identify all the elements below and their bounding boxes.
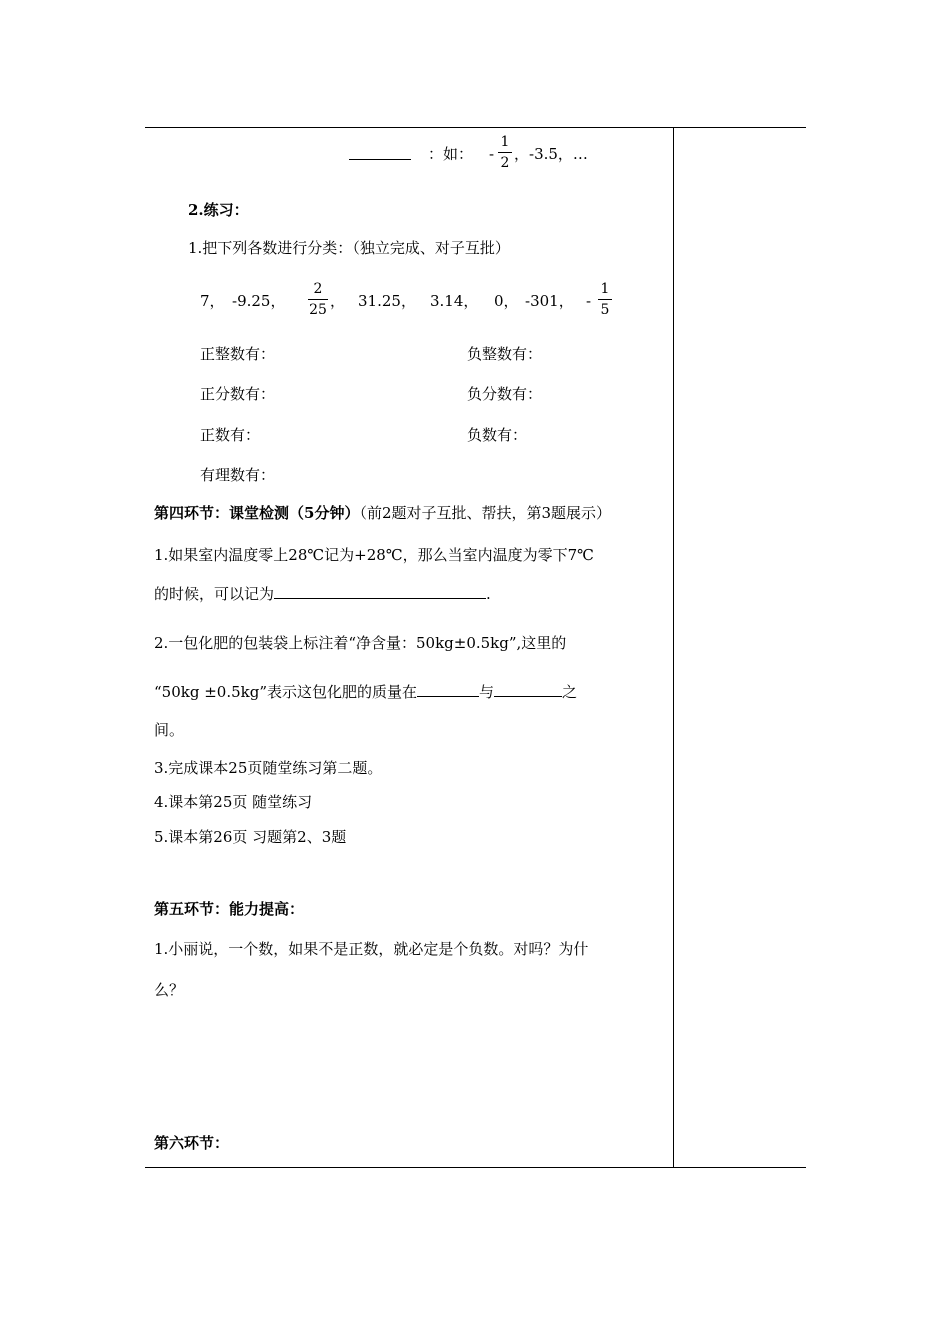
answer-blank bbox=[494, 682, 562, 697]
table-column-divider bbox=[673, 127, 674, 1168]
section-4-q2-and: 与 bbox=[479, 683, 495, 701]
table-bottom-border bbox=[145, 1167, 806, 1168]
label-positive-fractions: 正分数有： bbox=[200, 385, 276, 403]
fraction-numerator: 2 bbox=[313, 281, 323, 297]
fraction-denominator: 2 bbox=[500, 155, 510, 171]
example-rest: ，-3.5，… bbox=[514, 145, 588, 163]
negative-sign: - bbox=[489, 145, 495, 163]
comma: ， bbox=[330, 292, 346, 310]
fraction-bar bbox=[308, 299, 328, 300]
fraction-two-twentyfifths bbox=[308, 281, 328, 318]
number-3-14: 3.14， bbox=[430, 292, 479, 310]
table-top-border bbox=[145, 127, 806, 128]
fraction-bar bbox=[598, 299, 612, 300]
answer-blank bbox=[417, 682, 479, 697]
fraction-numerator: 1 bbox=[600, 281, 610, 297]
fraction-denominator: 5 bbox=[600, 302, 610, 318]
section-4-q4: 4.课本第25页 随堂练习 bbox=[154, 793, 313, 811]
label-positive-numbers: 正数有： bbox=[200, 426, 261, 444]
section-5-q1-line2: 么？ bbox=[154, 981, 185, 999]
fraction-denominator: 25 bbox=[309, 302, 327, 318]
number-0: 0， bbox=[494, 292, 519, 310]
number-neg-9-25: -9.25， bbox=[232, 292, 286, 310]
practice-heading: 2.练习： bbox=[188, 201, 249, 219]
section-4-q2-line2 bbox=[154, 682, 577, 702]
section-4-heading bbox=[154, 503, 611, 523]
label-negative-numbers: 负数有： bbox=[467, 426, 528, 444]
section-5-q1-line1: 1.小丽说，一个数，如果不是正数，就必定是个负数。对吗？为什 bbox=[154, 940, 589, 958]
section-4-q1-line1: 1.如果室内温度零上28℃记为+28℃，那么当室内温度为零下7℃ bbox=[154, 546, 594, 564]
section-4-q2-line3: 间。 bbox=[154, 721, 185, 739]
section-4-q2-line1: 2.一包化肥的包装袋上标注着“净含量：50kg±0.5kg”,这里的 bbox=[154, 634, 567, 652]
number-31-25: 31.25， bbox=[358, 292, 416, 310]
label-rational-numbers: 有理数有： bbox=[200, 466, 276, 484]
fraction-one-half bbox=[498, 134, 512, 171]
answer-blank bbox=[349, 145, 411, 160]
example-prefix: ：如： bbox=[428, 145, 474, 163]
practice-question: 1.把下列各数进行分类：（独立完成、对子互批） bbox=[188, 239, 510, 257]
section-4-q1-period: . bbox=[486, 585, 491, 603]
section-4-q2-text: “50kg ±0.5kg”表示这包化肥的质量在 bbox=[154, 683, 417, 701]
section-4-q5: 5.课本第26页 习题第2、3题 bbox=[154, 828, 347, 846]
section-4-q1-line2 bbox=[154, 584, 491, 604]
negative-sign: - bbox=[586, 292, 592, 310]
label-positive-integers: 正整数有： bbox=[200, 345, 276, 363]
section-4-q1-text: 的时候，可以记为 bbox=[154, 585, 275, 603]
section-6-heading: 第六环节： bbox=[154, 1134, 230, 1152]
section-4-heading-note: （前2题对子互批、帮扶，第3题展示） bbox=[359, 504, 612, 522]
section-4-heading-bold: 第四环节：课堂检测（5分钟） bbox=[154, 504, 360, 522]
section-4-q3: 3.完成课本25页随堂练习第二题。 bbox=[154, 759, 383, 777]
number-neg-301: -301， bbox=[525, 292, 574, 310]
label-negative-fractions: 负分数有： bbox=[467, 385, 543, 403]
answer-blank bbox=[274, 584, 486, 599]
label-negative-integers: 负整数有： bbox=[467, 345, 543, 363]
number-7: 7， bbox=[200, 292, 225, 310]
section-5-heading: 第五环节：能力提高： bbox=[154, 900, 305, 918]
fraction-bar bbox=[498, 152, 512, 153]
section-4-q2-tail: 之 bbox=[562, 683, 578, 701]
fraction-one-fifth bbox=[598, 281, 612, 318]
fraction-numerator: 1 bbox=[500, 134, 510, 150]
